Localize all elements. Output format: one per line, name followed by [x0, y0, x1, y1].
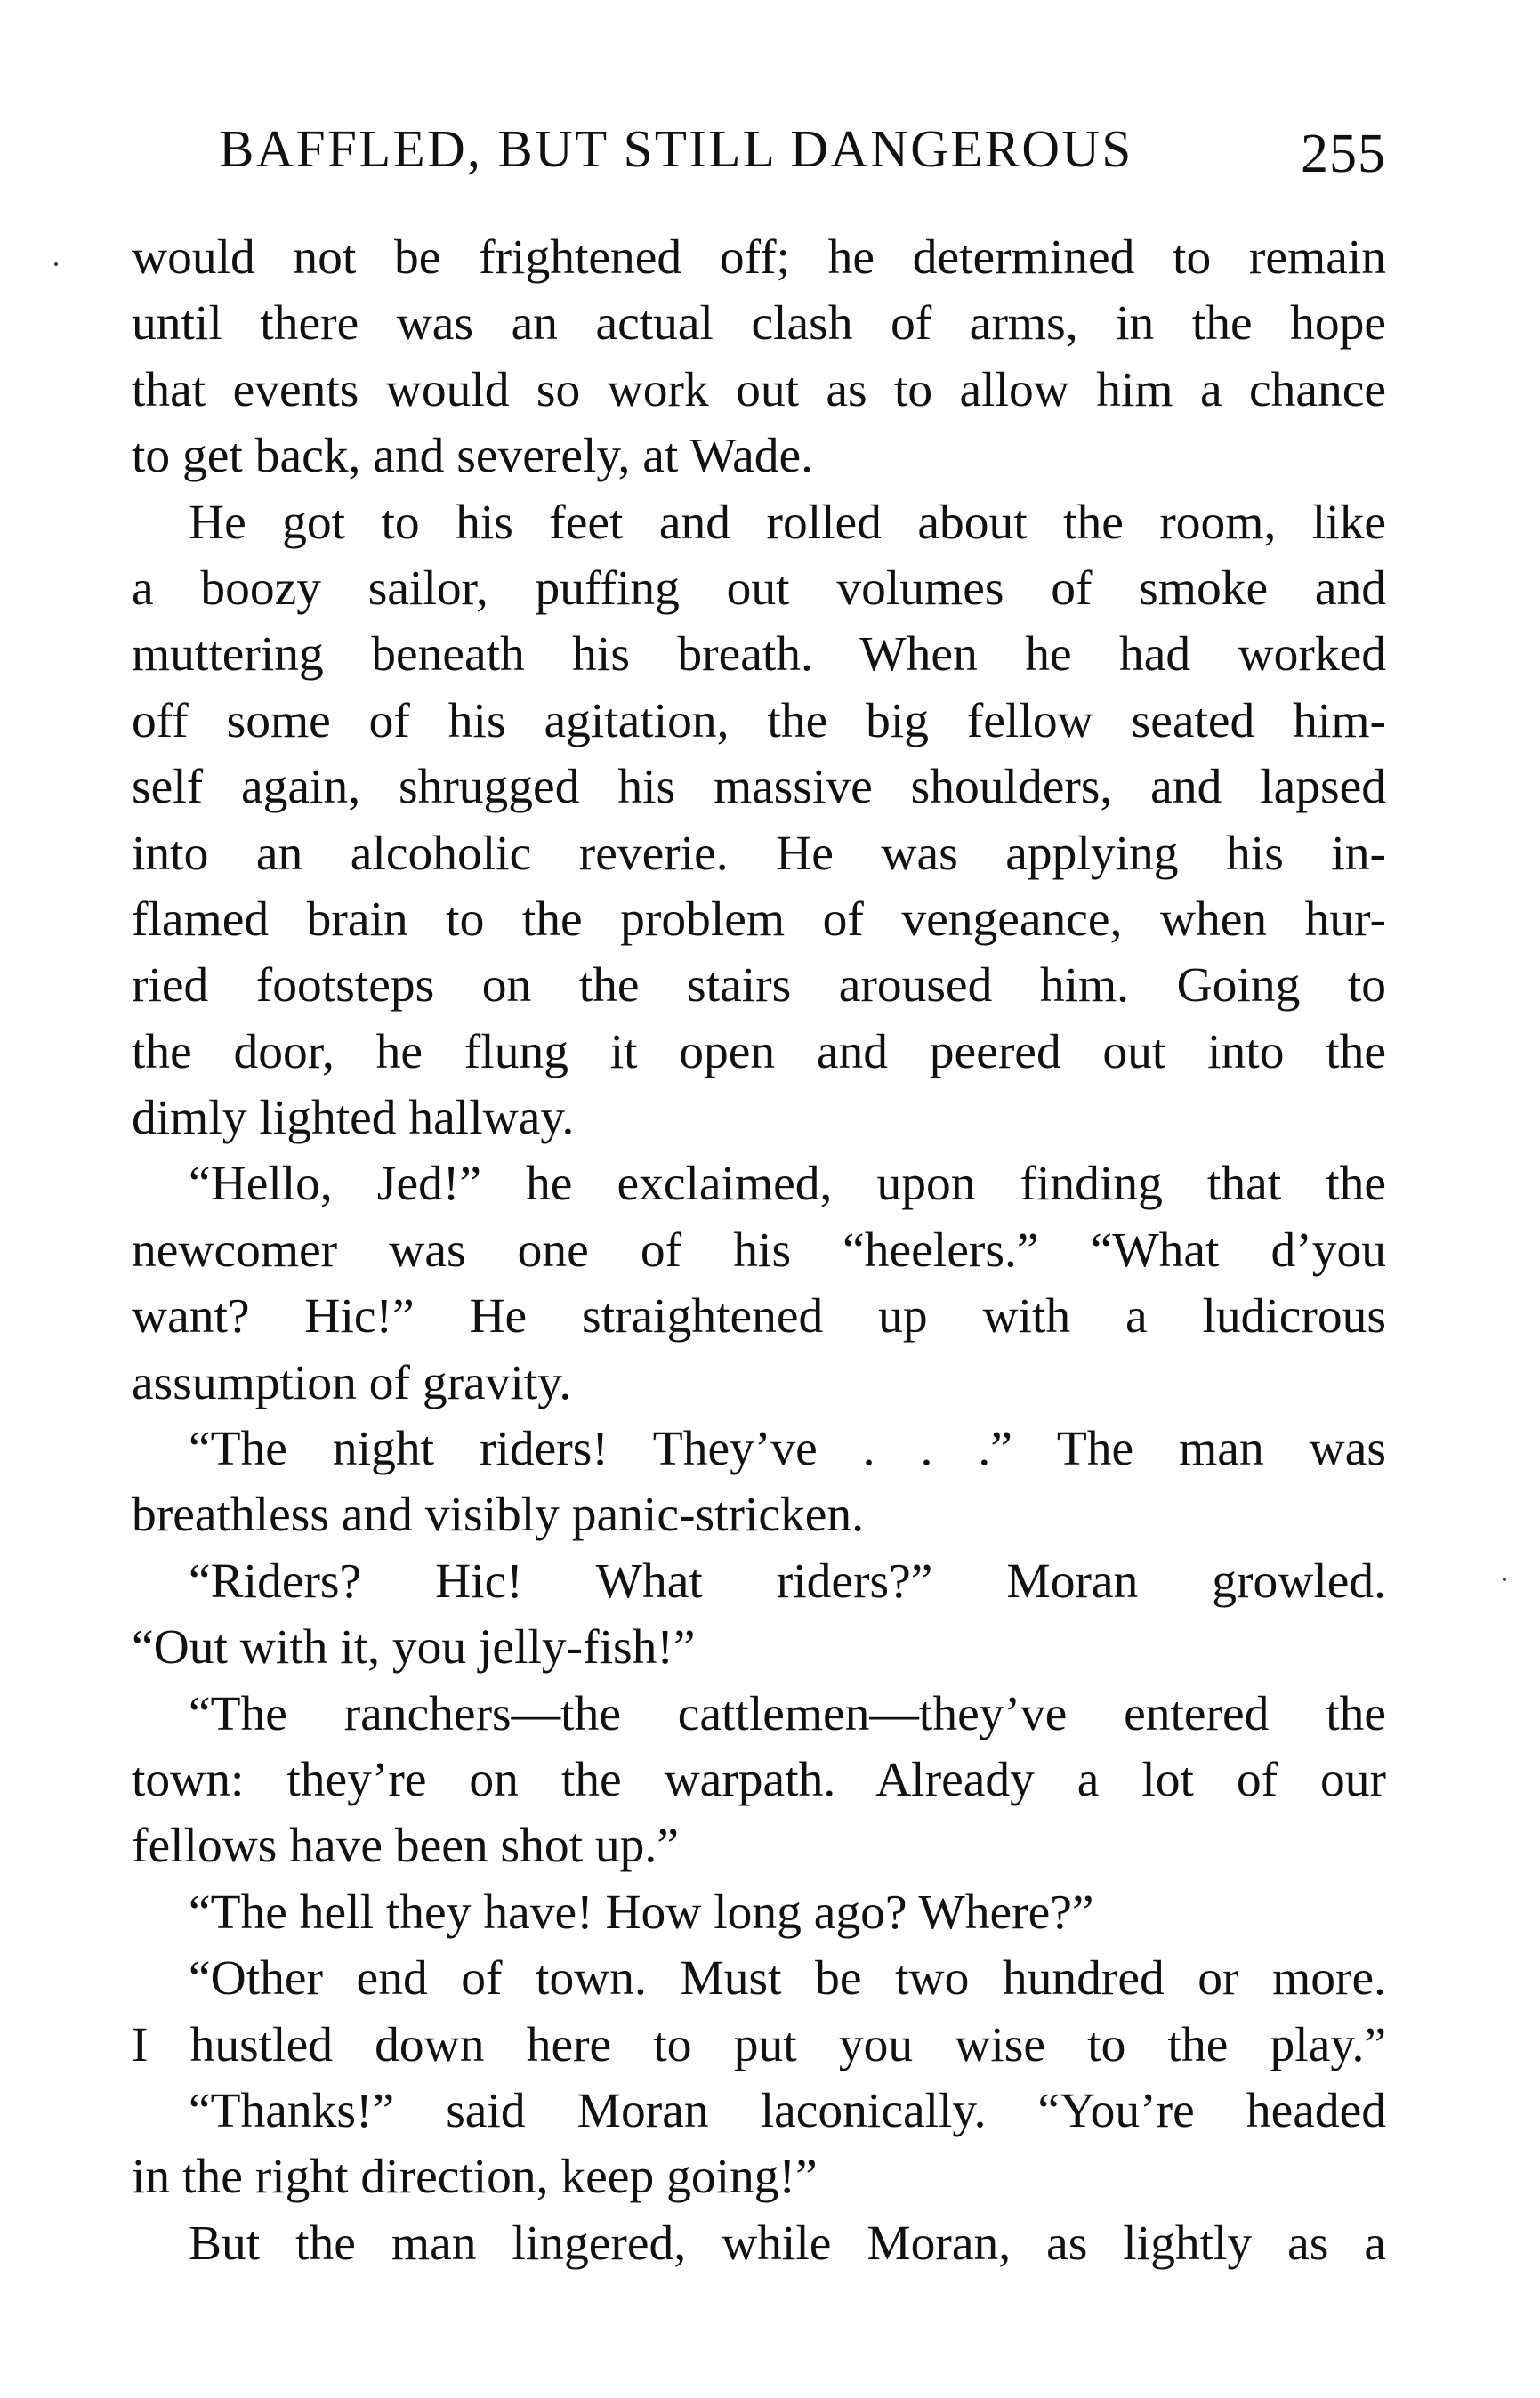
text-line: I hustled down here to put you wise to the play.” [132, 2017, 1386, 2072]
text-line: fellows have been shot up.” [132, 1819, 679, 1874]
text-line: ried footsteps on the stairs aroused him. Going to [132, 958, 1386, 1013]
text-line: “The hell they have! How long ago? Where?” [189, 1885, 1094, 1940]
text-line: dimly lighted hallway. [132, 1091, 575, 1146]
text-line: off some of his agitation, the big fellow seated him- [132, 693, 1386, 748]
margin-mark [54, 262, 58, 266]
margin-mark [1503, 1578, 1506, 1581]
text-line: flamed brain to the problem of vengeance, when hur- [132, 892, 1386, 947]
text-line: “Hello, Jed!” he exclaimed, upon finding that the [189, 1157, 1386, 1212]
text-line: He got to his feet and rolled about the room, like [189, 495, 1386, 550]
text-line: that events would so work out as to allow him a chance [132, 362, 1386, 417]
text-line: “Out with it, you jelly-fish!” [132, 1620, 696, 1675]
text-line: to get back, and severely, at Wade. [132, 429, 814, 484]
text-line: “Other end of town. Must be two hundred or more. [189, 1951, 1386, 2006]
text-line: want? Hic!” He straightened up with a ludicrous [132, 1289, 1386, 1344]
running-title: BAFFLED, BUT STILL DANGEROUS [219, 119, 1133, 178]
text-line: in the right direction, keep going!” [132, 2150, 818, 2205]
text-line: would not be frightened off; he determined to remain [132, 230, 1386, 285]
running-head [132, 114, 1386, 194]
text-line: assumption of gravity. [132, 1355, 572, 1410]
text-line: until there was an actual clash of arms, in the hope [132, 296, 1386, 351]
text-line: But the man lingered, while Moran, as lightly as a [189, 2216, 1386, 2271]
text-line: “The night riders! They’ve . . .” The man was [189, 1422, 1386, 1477]
text-line: town: they’re on the warpath. Already a lot of our [132, 1752, 1386, 1807]
text-line: muttering beneath his breath. When he had worked [132, 627, 1386, 682]
text-line: into an alcoholic reverie. He was applying his in- [132, 826, 1386, 881]
text-line: a boozy sailor, puffing out volumes of smoke and [132, 561, 1386, 616]
text-line: the door, he flung it open and peered out into the [132, 1024, 1386, 1079]
text-line: self again, shrugged his massive shoulders, and lapsed [132, 760, 1386, 815]
text-line: “Thanks!” said Moran laconically. “You’re headed [189, 2083, 1386, 2138]
text-line: “The ranchers—the cattlemen—they’ve entered the [189, 1686, 1386, 1741]
text-line: breathless and visibly panic-stricken. [132, 1488, 865, 1543]
text-line: “Riders? Hic! What riders?” Moran growled. [189, 1554, 1386, 1609]
text-line: newcomer was one of his “heelers.” “What d’you [132, 1223, 1386, 1278]
page-number: 255 [1301, 124, 1386, 184]
body-text [132, 225, 1386, 2277]
